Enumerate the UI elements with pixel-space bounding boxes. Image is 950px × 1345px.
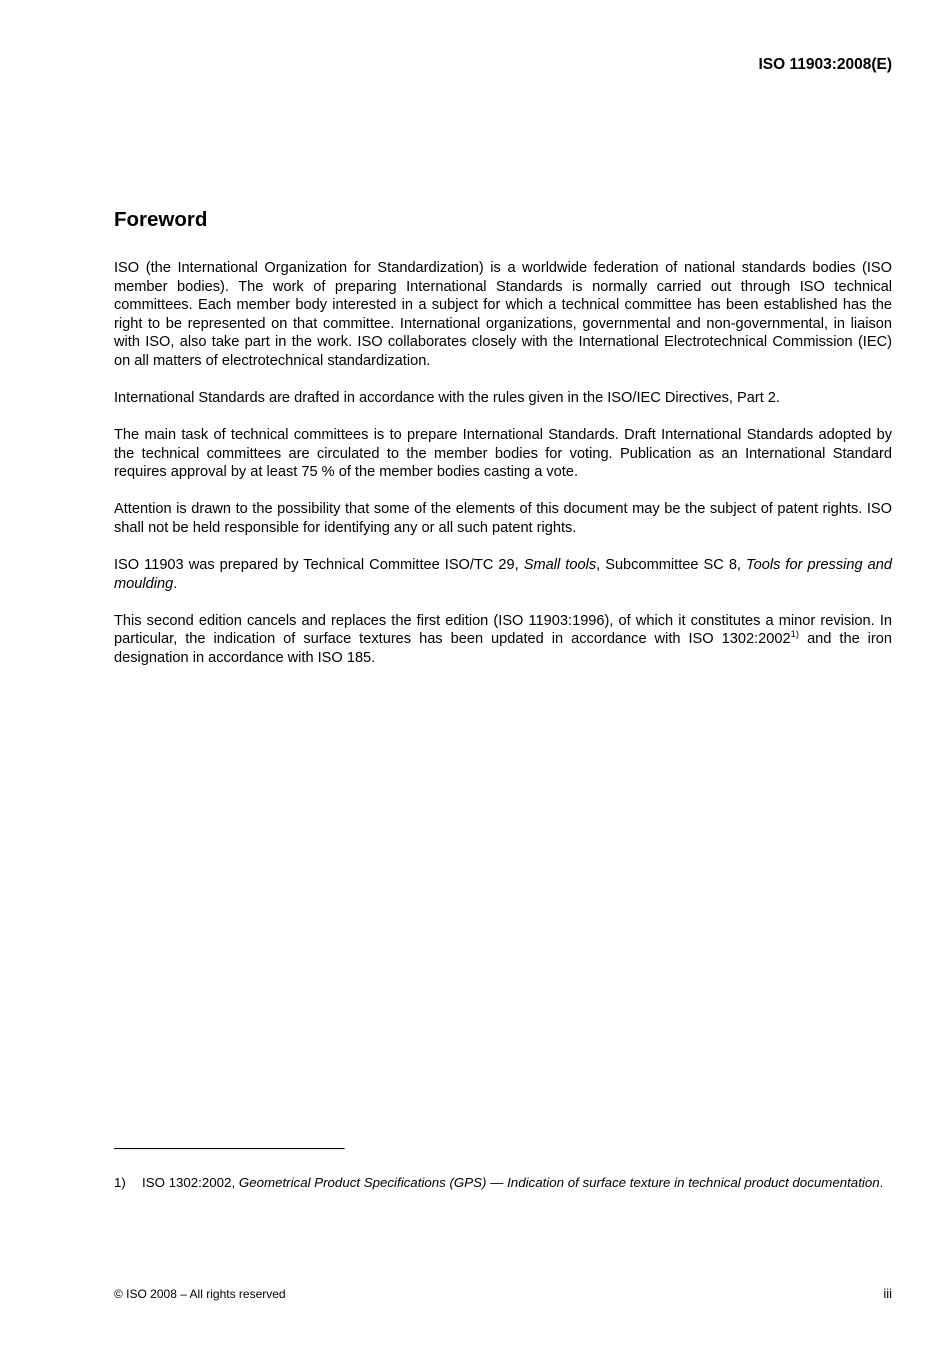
page-number: iii (883, 1286, 892, 1301)
footnote-title: Geometrical Product Specifications (GPS) — Indication of surface texture in technical product documentation (238, 1175, 880, 1190)
period: . (173, 575, 178, 592)
footnote-reference[interactable]: 1) (790, 629, 800, 641)
copyright-notice: © ISO 2008 – All rights reserved (114, 1287, 286, 1301)
document-id: ISO 11903:2008(E) (758, 56, 892, 73)
paragraph-prepared-by (114, 556, 892, 593)
edition-text-end: and the iron designation in accordance with ISO 185. (114, 631, 893, 666)
paragraph-edition (114, 612, 892, 668)
paragraph-directives: International Standards are drafted in accordance with the rules given in the ISO/IEC Directives, Part 2. (114, 390, 780, 407)
footnote-number: 1) (114, 1175, 126, 1190)
footnote-end: . (879, 1175, 884, 1190)
edition-text: This second edition cancels and replaces the first edition (ISO 11903:1996), of which it constitutes a minor revision. In particular, the indication of surface textures has been updated in accordance with ISO 1302:2002 (114, 612, 892, 648)
footnote-divider (114, 1148, 345, 1150)
paragraph-patent-rights: Attention is drawn to the possibility that some of the elements of this document may be the subject of patent rights. ISO shall not be held responsible for identifying any or all such patent rights. (114, 501, 892, 537)
foreword-body (114, 259, 892, 686)
subcommittee-name: Tools for pressing and moulding (114, 557, 893, 592)
foreword-heading: Foreword (114, 208, 208, 231)
subcommittee-text: , Subcommittee SC 8, (596, 557, 747, 574)
footnote-ref-text: ISO 1302:2002, (142, 1175, 239, 1190)
paragraph-committee-task: The main task of technical committees is to prepare International Standards. Draft International Standards adopted by the technical committees are circulated to the member bodies for voting. Publication as an International Standard requires approval by at least 75 % of the member bodies casting a vote. (114, 427, 892, 481)
committee-name: Small tools (523, 557, 597, 574)
paragraph-iso-intro: ISO (the International Organization for Standardization) is a worldwide federation of national standards bodies (ISO member bodies). The work of preparing International Standards is normally carried out through ISO technical committees. Each member body interested in a subject for which a technical committee has been established has the right to be represented on that committee. International organizations, governmental and non-governmental, in liaison with ISO, also take part in the work. ISO collaborates closely with the International Electrotechnical Commission (IEC) on all matters of electrotechnical standardization. (114, 260, 892, 369)
footnote (114, 1175, 892, 1192)
prepared-by-text: ISO 11903 was prepared by Technical Committee ISO/TC 29, (114, 557, 524, 574)
